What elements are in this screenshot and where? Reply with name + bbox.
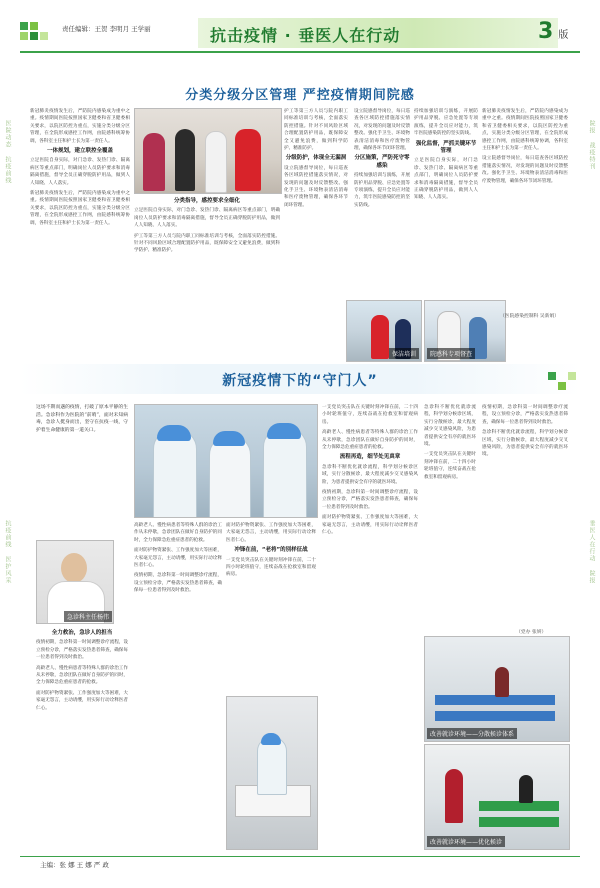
photo-caption: 改善就诊环境——优化候诊 bbox=[427, 836, 505, 847]
page-number-box bbox=[538, 19, 568, 47]
paragraph: 高龄老人、慢性病患者等特殊人群的诊治工作从未停歇，急诊团队在做好自身防护的同时，全力保障急危重症患者的抢救。 bbox=[36, 665, 128, 686]
paragraph: 护工等第三方人员与院内职工同标准培训与考核，全面落实防控措施。针对不同风险区域合理配置防护用品，既保障安全又避免浪费，做到科学防护、精准防护。 bbox=[284, 109, 348, 152]
paragraph: 立足医院自身实际，对门急诊、发热门诊、隔离病区等重点部门，明确岗位人员防护要求和消毒隔离措施，督导全员正确穿脱防护用品，做到人人知晓、人人落实。 bbox=[30, 158, 130, 186]
person-figure bbox=[257, 737, 287, 795]
subhead: 分类指导，感控要求全细化 bbox=[173, 198, 240, 204]
editors-label: 责任编辑： bbox=[62, 25, 95, 33]
article1-title: 分类分级分区管理 严控疫情期间院感 bbox=[185, 88, 415, 103]
paragraph: 高龄老人、慢性病患者等特殊人群的诊治工作从未停歇，急诊团队在做好自身防护的同时，全力保障急危重症患者的抢救。 bbox=[134, 523, 222, 543]
doctor-portrait-photo bbox=[36, 540, 114, 624]
paragraph: 疫情初期，急诊科第一时间调整诊疗流程，设立预检分诊，严格落实发热患者筛查，确保每一位患者得到及时救治。 bbox=[36, 640, 128, 661]
photo-caption: 院感科专项督查 bbox=[427, 348, 475, 359]
paragraph: 急诊科不断优化就诊流程，科学划分候诊区域，实行分散候诊，最大程度减少交叉感染风险，为患者提供安全有序的就医环境。 bbox=[482, 430, 568, 458]
decor-square bbox=[40, 32, 48, 40]
icu-photo bbox=[226, 696, 318, 850]
person-figure bbox=[235, 129, 261, 191]
editors-names: 王贺 李明月 王学丽 bbox=[94, 25, 151, 33]
article2-signature: （党办 张妍） bbox=[516, 630, 547, 635]
paragraph: 设立院感督导岗位，每日巡查各区域防控措施落实情况，对发现的问题及时反馈整改。强化手卫生、环境物表清洁消毒和医疗废物管理，确保各环节闭环管理。 bbox=[354, 109, 410, 152]
person-figure bbox=[263, 427, 307, 518]
photo-caption: 保洁培训 bbox=[389, 348, 419, 359]
paragraph: 新冠肺炎疫情发生后，严防院内感染成为重中之重。疫情期间医院按照国家卫健委和省卫健委相关要求，以院区防控为重点，实施分类分级分区管理，在全院形成感控工作网，由院感科统筹协调，各科室主任和护士长为第一责任人。 bbox=[30, 109, 130, 144]
photo-caption: 急诊科主任杨伟 bbox=[64, 611, 112, 622]
person-figure bbox=[519, 775, 533, 803]
hair-cap bbox=[157, 425, 191, 441]
decor-square bbox=[20, 22, 28, 30]
person-figure bbox=[153, 429, 197, 518]
person-figure bbox=[495, 667, 509, 697]
photo-caption: 改善就诊环境——分散候诊体系 bbox=[427, 728, 517, 739]
subhead: 一体规划，建立联控全覆盖 bbox=[46, 148, 113, 155]
left-side-strip-top: 医院动态 抗疫前线 bbox=[4, 120, 11, 184]
paragraph: 面对防护物资紧张、工作强度加大等困难，大家毫无怨言，主动请缨，用实际行动诠释医者仁心。 bbox=[322, 515, 418, 536]
person-figure bbox=[175, 129, 195, 191]
subhead: 冲锋在前，“老将”的别样征战 bbox=[234, 547, 308, 554]
paragraph: 立足医院自身实际，对门急诊、发热门诊、隔离病区等重点部门，明确岗位人员防护要求和消毒隔离措施，督导全员正确穿脱防护用品，做到人人知晓、人人落实。 bbox=[134, 208, 280, 229]
article2-intro bbox=[36, 404, 128, 534]
left-side-strip-bottom: 抗疫前线 医护风采 bbox=[4, 520, 11, 584]
article1-column-5 bbox=[414, 108, 478, 304]
editors-line bbox=[62, 24, 151, 33]
waiting-area-photo-1 bbox=[424, 636, 570, 742]
staff-group-photo bbox=[134, 108, 282, 194]
footer-editors: 主编：张 娜 王 娜 严 政 bbox=[40, 861, 109, 869]
page-number: 3 bbox=[538, 19, 554, 44]
hair-cap bbox=[213, 431, 245, 446]
article2-column-5 bbox=[424, 404, 476, 626]
chair-row bbox=[435, 711, 555, 721]
paragraph: 新冠肺炎疫情发生后，严防院内感染成为重中之重。疫情期间医院按照国家卫健委和省卫健委相关要求，以院区防控为重点，实施分类分级分区管理，在全院形成感控工作网，由院感科统筹协调，各科室主任和护士长为第一责任人。 bbox=[482, 109, 568, 152]
article2-column-3 bbox=[226, 522, 316, 688]
paragraph: 立足医院自身实际，对门急诊、发热门诊、隔离病区等重点部门，明确岗位人员防护要求和消毒隔离措施，督导全员正确穿脱防护用品，做到人人知晓、人人落实。 bbox=[414, 158, 478, 201]
inspection-photo bbox=[424, 300, 506, 362]
person-figure bbox=[371, 315, 389, 359]
article2-column-6 bbox=[482, 404, 568, 626]
paragraph: 面对防护物资紧张、工作强度加大等困难，大家毫无怨言，主动请缨，用实际行动诠释医者仁心。 bbox=[36, 690, 128, 711]
paragraph: 持续加强培训与演练，开展防护用品穿脱、应急处置等专项演练，提升全员应对能力，筑牢医院感染防控的坚实防线。 bbox=[414, 109, 478, 137]
doctor-head bbox=[61, 553, 87, 583]
paragraph: 疫情初期，急诊科第一时间调整诊疗流程，设立预检分诊，严格落实发热患者筛查，确保每一位患者得到及时救治。 bbox=[134, 573, 222, 594]
cleaning-training-photo bbox=[346, 300, 422, 362]
paragraph: 疫情初期，急诊科第一时间调整诊疗流程，设立预检分诊，严格落实发热患者筛查，确保每一位患者得到及时救治。 bbox=[322, 490, 418, 510]
article1-column-6 bbox=[482, 108, 568, 308]
paragraph: 设立院感督导岗位，每日巡查各区域防控措施落实情况，对发现的问题及时反馈整改。强化手卫生、环境物表清洁消毒和医疗废物管理，确保各环节闭环管理。 bbox=[284, 165, 348, 208]
article1-signature: （医院感染控制科 吴新娟） bbox=[500, 314, 560, 319]
header-bar bbox=[20, 18, 580, 58]
paragraph: 护工等第三方人员与院内职工同标准培训与考核，全面落实防控措施。针对不同风险区域合理配置防护用品，既保障安全又避免浪费，做到科学防护、精准防护。 bbox=[134, 233, 280, 254]
article1-column-1 bbox=[30, 108, 130, 380]
subhead: 分级防护，体现全无漏洞 bbox=[285, 155, 347, 162]
person-figure bbox=[205, 131, 227, 193]
right-side-strip-bottom: 垂医人在行动 院报 bbox=[588, 520, 595, 584]
paragraph: 新冠肺炎疫情发生后，严防院内感染成为重中之重。疫情期间医院按照国家卫健委和省卫健委相关要求，以院区防控为重点，实施分类分级分区管理，在全院形成感控工作网，由院感科统筹协调，各科室主任和护士长为第一责任人。 bbox=[30, 191, 130, 226]
article2-column-4 bbox=[322, 404, 418, 848]
article2-column-2 bbox=[134, 522, 222, 848]
paragraph: 面对防护物资紧张、工作强度加大等困难，大家毫无怨言，主动请缨，用实际行动诠释医者仁心。 bbox=[134, 548, 222, 569]
paragraph: 一支党员突击队在关键时刻冲锋在前，二十四小时轮班值守，连续奋战在抢救室和留观病房。 bbox=[322, 405, 418, 425]
chair-row bbox=[479, 817, 559, 827]
subhead: 强化监督，严抓关键环节管理 bbox=[415, 140, 477, 155]
decor-square bbox=[30, 22, 38, 30]
decor-square bbox=[20, 32, 28, 40]
paragraph: 面对防护物资紧张、工作强度加大等困难，大家毫无怨言，主动请缨，用实际行动诠释医者仁心。 bbox=[226, 523, 316, 543]
article2-column-1 bbox=[36, 628, 128, 848]
footer-rule bbox=[20, 856, 580, 857]
paragraph: 急诊科不断优化就诊流程，科学划分候诊区域，实行分散候诊，最大程度减少交叉感染风险，为患者提供安全有序的就医环境。 bbox=[322, 464, 418, 485]
header-rule bbox=[20, 51, 580, 53]
person-figure bbox=[209, 435, 251, 518]
paragraph: 这场不期而遇的疫情，打破了原本平静的生活。急诊科作为医院的“前哨”，面对未知病毒，急诊人挺身而出，坚守在抗疫一线，守护着生命健康的第一道关口。 bbox=[36, 405, 128, 433]
paragraph: 急诊科不断优化就诊流程，科学划分候诊区域，实行分散候诊，最大程度减少交叉感染风险，为患者提供安全有序的就医环境。 bbox=[424, 405, 476, 448]
paragraph: 一支党员突击队在关键时刻冲锋在前，二十四小时轮班值守，连续奋战在抢救室和留观病房。 bbox=[226, 557, 316, 578]
hair-cap bbox=[267, 423, 301, 439]
waiting-area-photo-2 bbox=[424, 744, 570, 850]
subhead: 分区施策，严防死守零感染 bbox=[354, 155, 410, 169]
right-side-strip-top: 院报 战疫特刊 bbox=[588, 120, 595, 170]
subhead: 全力救治，急诊人的担当 bbox=[51, 630, 113, 636]
decor-square bbox=[30, 32, 38, 40]
person-figure bbox=[445, 769, 463, 823]
article1-column-3 bbox=[284, 108, 348, 380]
article1-column-2 bbox=[134, 196, 280, 380]
medical-staff-photo bbox=[134, 404, 318, 518]
header-banner: 抗击疫情 · 垂医人在行动 bbox=[210, 26, 401, 45]
hair-cap bbox=[261, 733, 281, 745]
paragraph: 一支党员突击队在关键时刻冲锋在前，二十四小时轮班值守，连续奋战在抢救室和留观病房。 bbox=[424, 452, 476, 480]
subhead: 流程再造，细节处见真章 bbox=[339, 454, 401, 461]
article2-title: 新冠疫情下的“守门人” bbox=[222, 373, 378, 389]
paragraph: 高龄老人、慢性病患者等特殊人群的诊治工作从未停歇，急诊团队在做好自身防护的同时，全力保障急危重症患者的抢救。 bbox=[322, 430, 418, 451]
paragraph: 持续加强培训与演练，开展防护用品穿脱、应急处置等专项演练，提升全员应对能力，筑牢医院感染防控的坚实防线。 bbox=[354, 173, 410, 208]
paragraph: 疫情初期，急诊科第一时间调整诊疗流程，设立预检分诊，严格落实发热患者筛查，确保每一位患者得到及时救治。 bbox=[482, 405, 568, 425]
page-unit: 版 bbox=[558, 30, 569, 41]
person-figure bbox=[143, 133, 165, 191]
paragraph: 设立院感督导岗位，每日巡查各区域防控措施落实情况，对发现的问题及时反馈整改。强化手卫生、环境物表清洁消毒和医疗废物管理，确保各环节闭环管理。 bbox=[482, 156, 568, 184]
